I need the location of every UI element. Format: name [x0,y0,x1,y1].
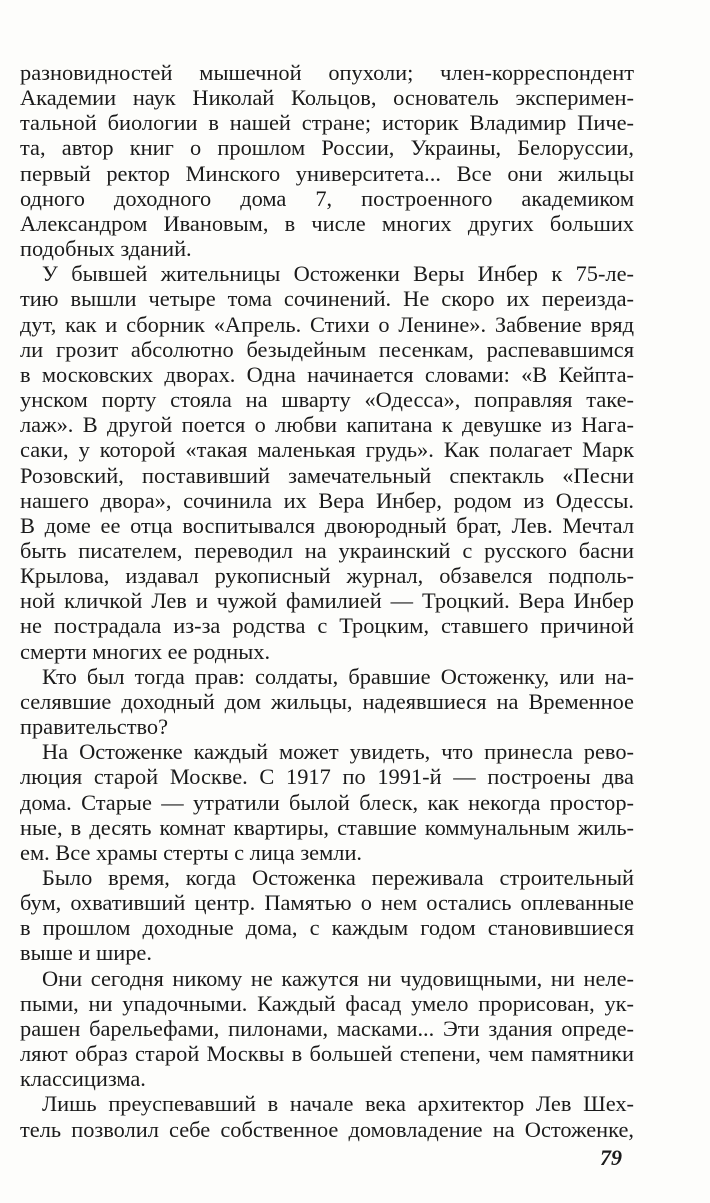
text-line: классицизма. [20,1066,146,1092]
text-line: дома. Старые — утратили былой блеск, как некогда простор- [20,789,634,815]
text-line: У бывшей жительницы Остоженки Веры Инбер к 75-ле- [42,261,634,287]
text-line: рашен барельефами, пилонами, масками... Эти здания опреде- [20,1015,634,1041]
text-line: выше и шире. [20,940,152,966]
text-line: не пострадала из-за родства с Троцким, ставшего причиной [20,613,634,639]
text-line: нашего двора», сочинила их Вера Инбер, родом из Одессы. [20,487,634,513]
text-line: селявшие доходный дом жильцы, надеявшиеся на Временное [20,688,634,714]
text-line: Александром Ивановым, в числе многих других больших [20,210,634,236]
text-line: В доме ее отца воспитывался двоюродный брат, Лев. Мечтал [20,512,634,538]
text-line: в прошлом доходные дома, с каждым годом становившиеся [20,915,634,941]
body-text [20,60,634,1142]
text-line: правительство? [20,714,169,740]
text-line: ной кличкой Лев и чужой фамилией — Троцкий. Вера Инбер [20,588,634,614]
text-line: ли грозит абсолютно безыдейным песенкам, распевавшимся [20,336,634,362]
text-line: Академии наук Николай Кольцов, основатель эксперимен- [20,85,634,111]
text-line: первый ректор Минского университета... Все они жильцы [20,160,634,186]
text-line: пыми, ни упадочными. Каждый фасад умело прорисован, ук- [20,990,634,1016]
text-line: Розовский, поставивший замечательный спектакль «Песни [20,462,634,488]
text-line: та, автор книг о прошлом России, Украины, Белоруссии, [20,135,634,161]
text-line: в московских дворах. Одна начинается словами: «В Кейпта- [20,361,634,387]
text-line: тальной биологии в нашей стране; историк Владимир Пиче- [20,110,634,136]
text-line: тель позволил себе собственное домовладение на Остоженке, [20,1116,634,1142]
text-line: саки, у которой «такая маленькая грудь». Как полагает Марк [20,437,634,463]
text-line: тию вышли четыре тома сочинений. Не скоро их переизда- [20,286,634,312]
text-line: Они сегодня никому не кажутся ни чудовищными, ни неле- [42,965,634,991]
text-line: быть писателем, переводил на украинский с русского басни [20,537,634,563]
text-line: Лишь преуспевавший в начале века архитектор Лев Шех- [42,1091,634,1117]
text-line: подобных зданий. [20,236,192,262]
text-line: бум, охвативший центр. Памятью о нем остались оплеванные [20,890,634,916]
page-number: 79 [600,1145,622,1170]
text-line: одного доходного дома 7, построенного академиком [20,185,634,211]
text-line: смерти многих ее родных. [20,638,271,664]
text-line: ем. Все храмы стерты с лица земли. [20,839,363,865]
text-line: дут, как и сборник «Апрель. Стихи о Ленине». Забвение вряд [20,311,634,337]
text-line: лаж». В другой поется о любви капитана к девушке из Нага- [20,412,634,438]
text-line: люция старой Москве. С 1917 по 1991-й — построены два [20,764,634,790]
text-line: ляют образ старой Москвы в большей степени, чем памятники [20,1041,634,1067]
text-line: разновидностей мышечной опухоли; член-корреспондент [20,60,634,85]
text-line: ные, в десять комнат квартиры, ставшие коммунальным жиль- [20,814,634,840]
text-line: Кто был тогда прав: солдаты, бравшие Остоженку, или на- [42,663,634,689]
text-line: Крылова, издавал рукописный журнал, обзавелся подполь- [20,563,634,589]
text-line: Было время, когда Остоженка переживала строительный [42,865,634,890]
text-line: На Остоженке каждый может увидеть, что принесла рево- [42,739,634,765]
text-line: унском порту стояла на швартy «Одесса», поправляя таке- [20,387,634,413]
